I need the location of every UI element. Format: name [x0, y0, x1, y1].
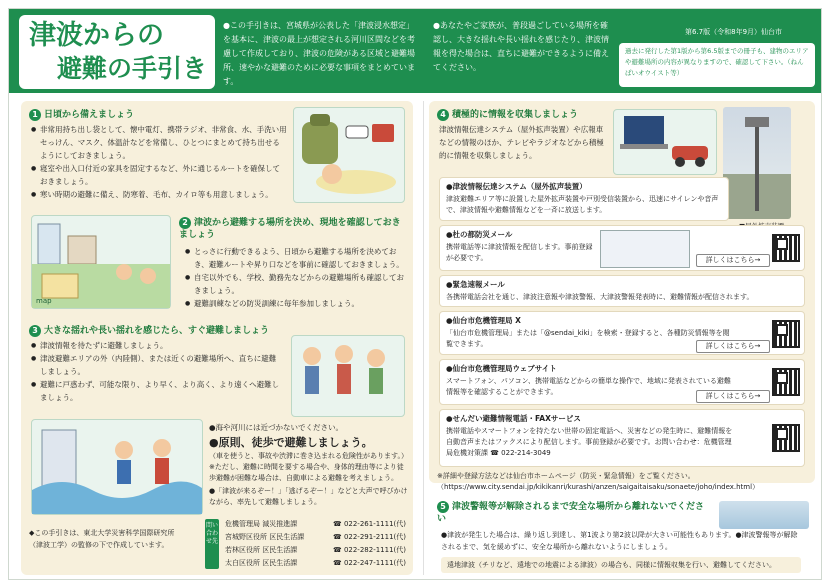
info-card-speaker: ●津波情報伝達システム（屋外拡声装置） 津波避難エリア等に設置した屋外拡声装置や戸別受信装置から、迅速にサイレンや音声で、津波情報や避難情報などを一斉に放送します。: [439, 177, 729, 221]
contact-tag: 問い合わせ先: [205, 519, 219, 569]
section2-list: [185, 245, 407, 310]
more-info-button[interactable]: 詳しくはこちら→: [696, 340, 770, 353]
list-item: ● 避難訓練などの防災訓練に毎年参加しましょう。: [185, 297, 407, 310]
section1-list: [31, 123, 287, 201]
title-line2: 避難の手引き: [57, 54, 208, 83]
evacuating-people-illustration: [291, 335, 405, 417]
qr-code-icon: [772, 234, 800, 262]
list-item: ● 避難に戸惑わず、可能な限り、より早く、より高く、より遠くへ避難しましょう。: [31, 378, 281, 404]
info-card-website: ●仙台市危機管理局ウェブサイト スマートフォン、パソコン、携帯電話などからの簡単な操作で、地域に発表されている避難情報等を確認することができます。 詳しくはこちら→: [439, 359, 805, 405]
list-item: ● 自宅以外でも、学校、勤務先などからの避難場所も確認しておきましょう。: [185, 271, 407, 297]
web-url[interactable]: （https://www.city.sendai.jp/kikikanri/kurashi/anzen/saigaitaisaku/sonaete/joho/index.html）: [437, 483, 760, 491]
title-line1: 津波からの: [29, 20, 164, 51]
list-item: ● 津波避難エリアの外（内陸側）、または近くの避難場所へ、直ちに避難しましょう。: [31, 352, 281, 378]
section5-body: ●津波が発生した場合は、繰り返し到達し、第1波より第2波以降が大きい可能性もあります。●津波警報等が解除されるまで、気を緩めずに、安全な場所から離れないようにしましょう。: [441, 531, 798, 551]
section4-heading: 4 積極的に情報を収集しましょう: [437, 107, 578, 121]
note-stay-away: ●海や河川には近づかないでください。: [209, 423, 344, 432]
issue-label: 第6.7版（令和8年9月）仙台市: [685, 28, 783, 36]
town-map-icon: [32, 216, 170, 308]
intro-text-2: ●あなたやご家族が、普段過ごしている場所を確認し、大きな揺れや長い揺れを感じたり、津波情報を得た場合は、直ちに避難ができるように備えてください。: [433, 21, 609, 72]
section3-list: [31, 339, 281, 404]
building-wave-icon: [32, 420, 202, 514]
section5-number-icon: 5: [437, 501, 449, 513]
laptop-icon: [614, 110, 716, 174]
list-item: ● とっさに行動できるよう、日頃から避難する場所を決めておき、避難ルートや昇り口などを事前に確認しておきましょう。: [185, 245, 407, 271]
section4-intro: 津波情報伝達システム（屋外拡声装置）や広報車などの情報のほか、テレビやラジオなどから積極的に情報を収集しましょう。: [439, 125, 604, 160]
backpack-icon: [294, 108, 404, 202]
contact-row: 太白区役所 区民生活課 ☎ 022-247-1111(代): [225, 559, 406, 567]
section5-heading: 5 津波警報等が解除されるまで安全な場所から離れないでください: [437, 502, 705, 524]
phone-number[interactable]: ☎ 022-261-1111(代): [333, 520, 406, 528]
section5: [429, 501, 815, 580]
title-logo: [19, 15, 215, 89]
section1-number-icon: 1: [29, 109, 41, 121]
laptop-car-illustration: [613, 109, 717, 175]
qr-code-icon: [772, 424, 800, 452]
note-walk: ●原則、徒歩で避難しましょう。: [209, 436, 373, 449]
intro-text-1: ●この手引きは、宮城県が公表した「津波浸水想定」を基本に、津波の最上が想定される河川区間などを考慮して作成しており、津波の危険がある区域と避難場所、速やかな避難のために必要な事項をまとめています。: [223, 21, 415, 86]
list-item: ● 寒い時期の避難に備え、防寒着、毛布、カイロ等も用意しましょう。: [31, 188, 287, 201]
list-item: ● 津波情報を待たずに避難しましょう。: [31, 339, 281, 352]
contact-row: 宮城野区役所 区民生活課 ☎ 022-291-2111(代): [225, 533, 406, 541]
info-card-emergency-mail: ●緊急速報メール 各携帯電話会社を通じ、津波注意報や津波警報、大津波警報発表時に、避難情報が配信されます。: [439, 275, 805, 307]
column-divider: [423, 101, 424, 575]
section3-notes: [209, 421, 409, 508]
section2-number-icon: 2: [179, 217, 191, 229]
phone-number[interactable]: ☎ 022-291-2111(代): [333, 533, 406, 541]
tsunami-building-illustration: [31, 419, 203, 515]
contact-row: 若林区役所 区民生活課 ☎ 022-282-1111(代): [225, 546, 406, 554]
contact-row: 危機管理局 減災推進課 ☎ 022-261-1111(代): [225, 520, 406, 528]
note-shout: ●「津波が来るぞー！」「逃げるぞー！」などと大声で呼びかけながら、率先して避難しましょう。: [209, 487, 408, 506]
more-info-button[interactable]: 詳しくはこちら→: [696, 390, 770, 403]
qr-code-icon: [772, 368, 800, 396]
info-card-fax: ●せんだい避難情報電話・FAXサービス 携帯電話やスマートフォンを持たない世帯の固定電話へ、災害などの発生時に、避難情報を自動音声またはファクスにより配信します。事前登録が必要です。お問い合わせ：危機管理局危機対策課 ☎ 022-214-3049: [439, 409, 805, 467]
header-banner: [9, 9, 822, 93]
loudspeaker-photo: [723, 107, 791, 219]
note-car-warning: （車を使うと、事故や渋滞に巻き込まれる危険性があります。）※ただし、避難に時間を要する場合や、身体的理由等により徒歩避難が困難な場合は、自動車による避難を考えましょう。: [209, 452, 408, 482]
phone-number[interactable]: ☎ 022-282-1111(代): [333, 546, 406, 554]
section3-number-icon: 3: [29, 325, 41, 337]
guide-page: [8, 8, 822, 580]
map-label: map: [36, 297, 52, 305]
phone-number[interactable]: ☎ 022-247-1111(代): [333, 559, 406, 567]
more-info-button[interactable]: 詳しくはこちら→: [696, 254, 770, 267]
coast-photo: [719, 501, 809, 529]
map-illustration: [31, 215, 171, 309]
contact-list: [205, 517, 413, 571]
section5-note-box: 遠地津波（チリなど、遠地での地震による津波）の場合も、同様に情報収集を行い、避難してください。: [441, 557, 801, 573]
speaker-tower-icon: [723, 107, 791, 219]
supervision-note: ◆この手引きは、東北大学災害科学国際研究所（津波工学）の監修の下で作成しています。: [29, 529, 175, 549]
issue-note: 過去に発行した第1版から第6.5版までの冊子も、建物のエリアや避難場所の内容が異なりますので、確認して下さい。（ねんぱいオウイスト等）: [619, 43, 815, 87]
section4-number-icon: 4: [437, 109, 449, 121]
info-card-mail: ●杜の都防災メール 携帯電話等に津波情報を配信します。事前登録が必要です。 詳しくはこちら→: [439, 225, 805, 271]
qr-code-icon: [772, 320, 800, 348]
list-item: ● 非常用持ち出し袋として、懐中電灯、携帯ラジオ、非常食、水、手洗い用セっけん、マスク、体温計などを常備し、ひとつにまとめて持ち出せるようにしておきましょう。: [31, 123, 287, 162]
people-running-icon: [292, 336, 404, 416]
emergency-bag-illustration: [293, 107, 405, 203]
section3-heading: 3 大きな揺れや長い揺れを感じたら、すぐ避難しましょう: [29, 323, 269, 337]
info-card-x: ●仙台市危機管理局 X 「仙台市危機管理局」または「@sendai_kiki」を検索・登録すると、各種防災情報等を閲覧できます。 詳しくはこちら→: [439, 311, 805, 355]
section2-heading: 2 津波から避難する場所を決め、現地を確認しておきましょう: [179, 218, 401, 240]
list-item: ● 寝室や出入口付近の家具を固定するなど、外に通じるルートを確保しておきましょう。: [31, 162, 287, 188]
phone-screen-image: [600, 230, 690, 268]
section1-heading: 1 日頃から備えましょう: [29, 107, 134, 121]
web-note: ※詳細や登録方法などは仙台市ホームページ（防災・緊急情報）をご覧ください。 （https://www.city.sendai.jp/kikikanri/kurashi/anzen/saigaitaisaku/sonaete/joho/index.html）: [437, 472, 760, 491]
